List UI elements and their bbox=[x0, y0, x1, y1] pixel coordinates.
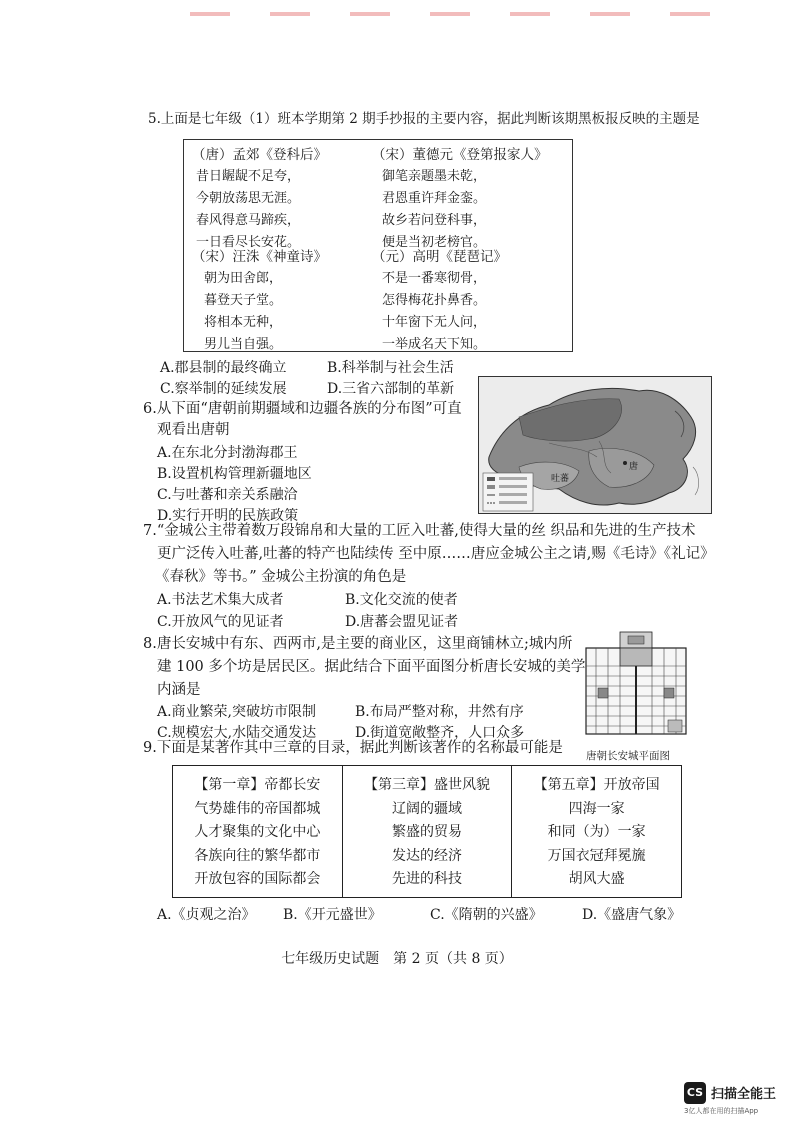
chapter-5 bbox=[512, 766, 681, 897]
camscanner-logo-icon: CS bbox=[684, 1082, 706, 1104]
q5-option-a[interactable]: A.郡县制的最终确立 bbox=[160, 360, 287, 376]
q6-option-a[interactable]: A.在东北分封渤海郡王 bbox=[157, 445, 298, 461]
q8-option-a[interactable]: A.商业繁荣,突破坊市限制 bbox=[157, 704, 317, 720]
city-plan-figure bbox=[584, 630, 688, 738]
poem-line: 一举成名天下知。 bbox=[382, 337, 487, 352]
q8-option-d[interactable]: D.街道宽敞整齐，人口众多 bbox=[355, 725, 525, 741]
poem-line: 男儿当自强。 bbox=[204, 337, 283, 352]
poem-title: （宋）汪洙《神童诗》 bbox=[192, 249, 327, 265]
chapter-item: 发达的经济 bbox=[392, 847, 462, 864]
chapter-item: 和同（为）一家 bbox=[547, 824, 646, 840]
q9-option-a[interactable]: A.《贞观之治》 bbox=[157, 907, 256, 923]
q7-stem-line2: 更广泛传入吐蕃,吐蕃的特产也陆续传 至中原……唐应金城公主之请,赐《毛诗》《礼记》 bbox=[157, 546, 715, 562]
chapter-item: 胡风大盛 bbox=[568, 871, 625, 887]
chapter-title: 【第五章】开放帝国 bbox=[533, 777, 660, 793]
q7-option-d[interactable]: D.唐蕃会盟见证者 bbox=[345, 614, 459, 630]
q7-option-c[interactable]: C.开放风气的见证者 bbox=[157, 614, 284, 630]
poem-title: （元）高明《琵琶记》 bbox=[372, 249, 507, 265]
camscanner-tagline: 3亿人都在用的扫描App bbox=[684, 1107, 759, 1115]
chapter-item: 各族向往的繁华都市 bbox=[194, 847, 321, 864]
chapter-item: 万国衣冠拜冕旒 bbox=[547, 847, 646, 864]
q5-option-b[interactable]: B.科举制与社会生活 bbox=[327, 360, 454, 376]
poem-line: 不是一番寒彻骨， bbox=[382, 271, 487, 286]
q9-stem: 9.下面是某著作其中三章的目录，据此判断该著作的名称最可能是 bbox=[143, 740, 563, 756]
chapter-1 bbox=[173, 766, 343, 897]
poem-line: 君恩重许拜金銮。 bbox=[382, 191, 487, 206]
q7-stem-line3: 《春秋》等书。” 金城公主扮演的角色是 bbox=[155, 569, 407, 585]
q9-option-d[interactable]: D.《盛唐气象》 bbox=[582, 907, 682, 923]
q9-option-b[interactable]: B.《开元盛世》 bbox=[283, 907, 382, 923]
page-footer: 七年级历史试题 第 2 页（共 8 页） bbox=[281, 951, 513, 967]
q9-option-c[interactable]: C.《隋朝的兴盛》 bbox=[430, 907, 543, 923]
q9-chapter-table bbox=[172, 765, 682, 898]
chapter-item: 繁盛的贸易 bbox=[392, 824, 462, 840]
q6-stem-line1: 6.从下面“唐朝前期疆域和边疆各族的分布图”可直 bbox=[143, 401, 462, 417]
chapter-3 bbox=[343, 766, 513, 897]
poem-line: 暮登天子堂。 bbox=[204, 293, 283, 308]
chapter-title: 【第三章】盛世风貌 bbox=[364, 777, 490, 793]
poem-2 bbox=[372, 144, 548, 254]
poem-3 bbox=[192, 246, 327, 356]
tang-territory-map bbox=[478, 376, 712, 514]
q8-stem-line1: 8.唐长安城中有东、西两市,是主要的商业区，这里商铺林立;城内所 bbox=[143, 636, 573, 652]
city-plan-caption: 唐朝长安城平面图 bbox=[586, 750, 670, 762]
q6-option-c[interactable]: C.与吐蕃和亲关系融洽 bbox=[157, 487, 298, 503]
q7-stem-line1: 7.“金城公主带着数万段锦帛和大量的工匠入吐蕃,使得大量的丝 织品和先进的生产技术 bbox=[143, 523, 696, 539]
chapter-item: 人才聚集的文化中心 bbox=[194, 824, 321, 840]
q7-option-a[interactable]: A.书法艺术集大成者 bbox=[157, 592, 284, 608]
q6-stem-line2: 观看出唐朝 bbox=[157, 422, 230, 438]
chapter-item: 开放包容的国际都会 bbox=[194, 871, 321, 887]
q8-stem-line2: 建 100 多个坊是居民区。据此结合下面平面图分析唐长安城的美学 bbox=[157, 659, 586, 675]
poem-line: 御笔亲题墨未乾， bbox=[382, 169, 487, 184]
q8-option-b[interactable]: B.布局严整对称，井然有序 bbox=[355, 704, 524, 720]
poem-line: 朝为田舍郎， bbox=[204, 271, 283, 286]
q8-option-c[interactable]: C.规模宏大,水陆交通发达 bbox=[157, 725, 317, 741]
poem-line: 十年窗下无人问， bbox=[382, 315, 487, 330]
map-label-tubo: 吐蕃 bbox=[551, 474, 570, 484]
poem-title: （唐）孟郊《登科后》 bbox=[192, 147, 327, 163]
poem-line: 便是当初老榜官。 bbox=[382, 235, 487, 250]
poem-4 bbox=[372, 246, 507, 356]
poem-1 bbox=[192, 144, 327, 254]
scan-artifact-stripe bbox=[190, 12, 750, 16]
q5-stem: 5.上面是七年级（1）班本学期第 2 期手抄报的主要内容，据此判断该期黑板报反映的主题是 bbox=[148, 111, 700, 127]
poem-line: 今朝放荡思无涯。 bbox=[196, 191, 301, 206]
q8-stem-line3: 内涵是 bbox=[157, 682, 201, 698]
poem-line: 故乡若问登科事， bbox=[382, 213, 487, 228]
changan-city-plan bbox=[584, 630, 688, 738]
poem-line: 怎得梅花扑鼻香。 bbox=[382, 293, 487, 308]
map-figure bbox=[479, 377, 712, 514]
poem-line: 将相本无种， bbox=[204, 315, 283, 330]
poem-line: 昔日龌龊不足夸， bbox=[196, 169, 301, 184]
chapter-item: 先进的科技 bbox=[392, 871, 462, 887]
map-label-tang: 唐 bbox=[629, 462, 639, 472]
q5-option-c[interactable]: C.察举制的延续发展 bbox=[160, 381, 287, 397]
q5-option-d[interactable]: D.三省六部制的革新 bbox=[327, 381, 455, 397]
chapter-item: 辽阔的疆域 bbox=[392, 800, 462, 817]
poem-title: （宋）董德元《登第报家人》 bbox=[372, 147, 548, 163]
chapter-title: 【第一章】帝都长安 bbox=[194, 777, 321, 793]
poem-line: 一日看尽长安花。 bbox=[196, 235, 301, 250]
q6-option-d[interactable]: D.实行开明的民族政策 bbox=[157, 508, 299, 524]
q6-option-b[interactable]: B.设置机构管理新疆地区 bbox=[157, 466, 312, 482]
q5-poem-box bbox=[183, 139, 573, 352]
chapter-item: 四海一家 bbox=[568, 800, 625, 817]
q7-option-b[interactable]: B.文化交流的使者 bbox=[345, 592, 458, 608]
camscanner-name: 扫描全能王 bbox=[711, 1087, 777, 1102]
poem-line: 春风得意马蹄疾， bbox=[196, 213, 301, 228]
chapter-item: 气势雄伟的帝国都城 bbox=[194, 800, 321, 817]
